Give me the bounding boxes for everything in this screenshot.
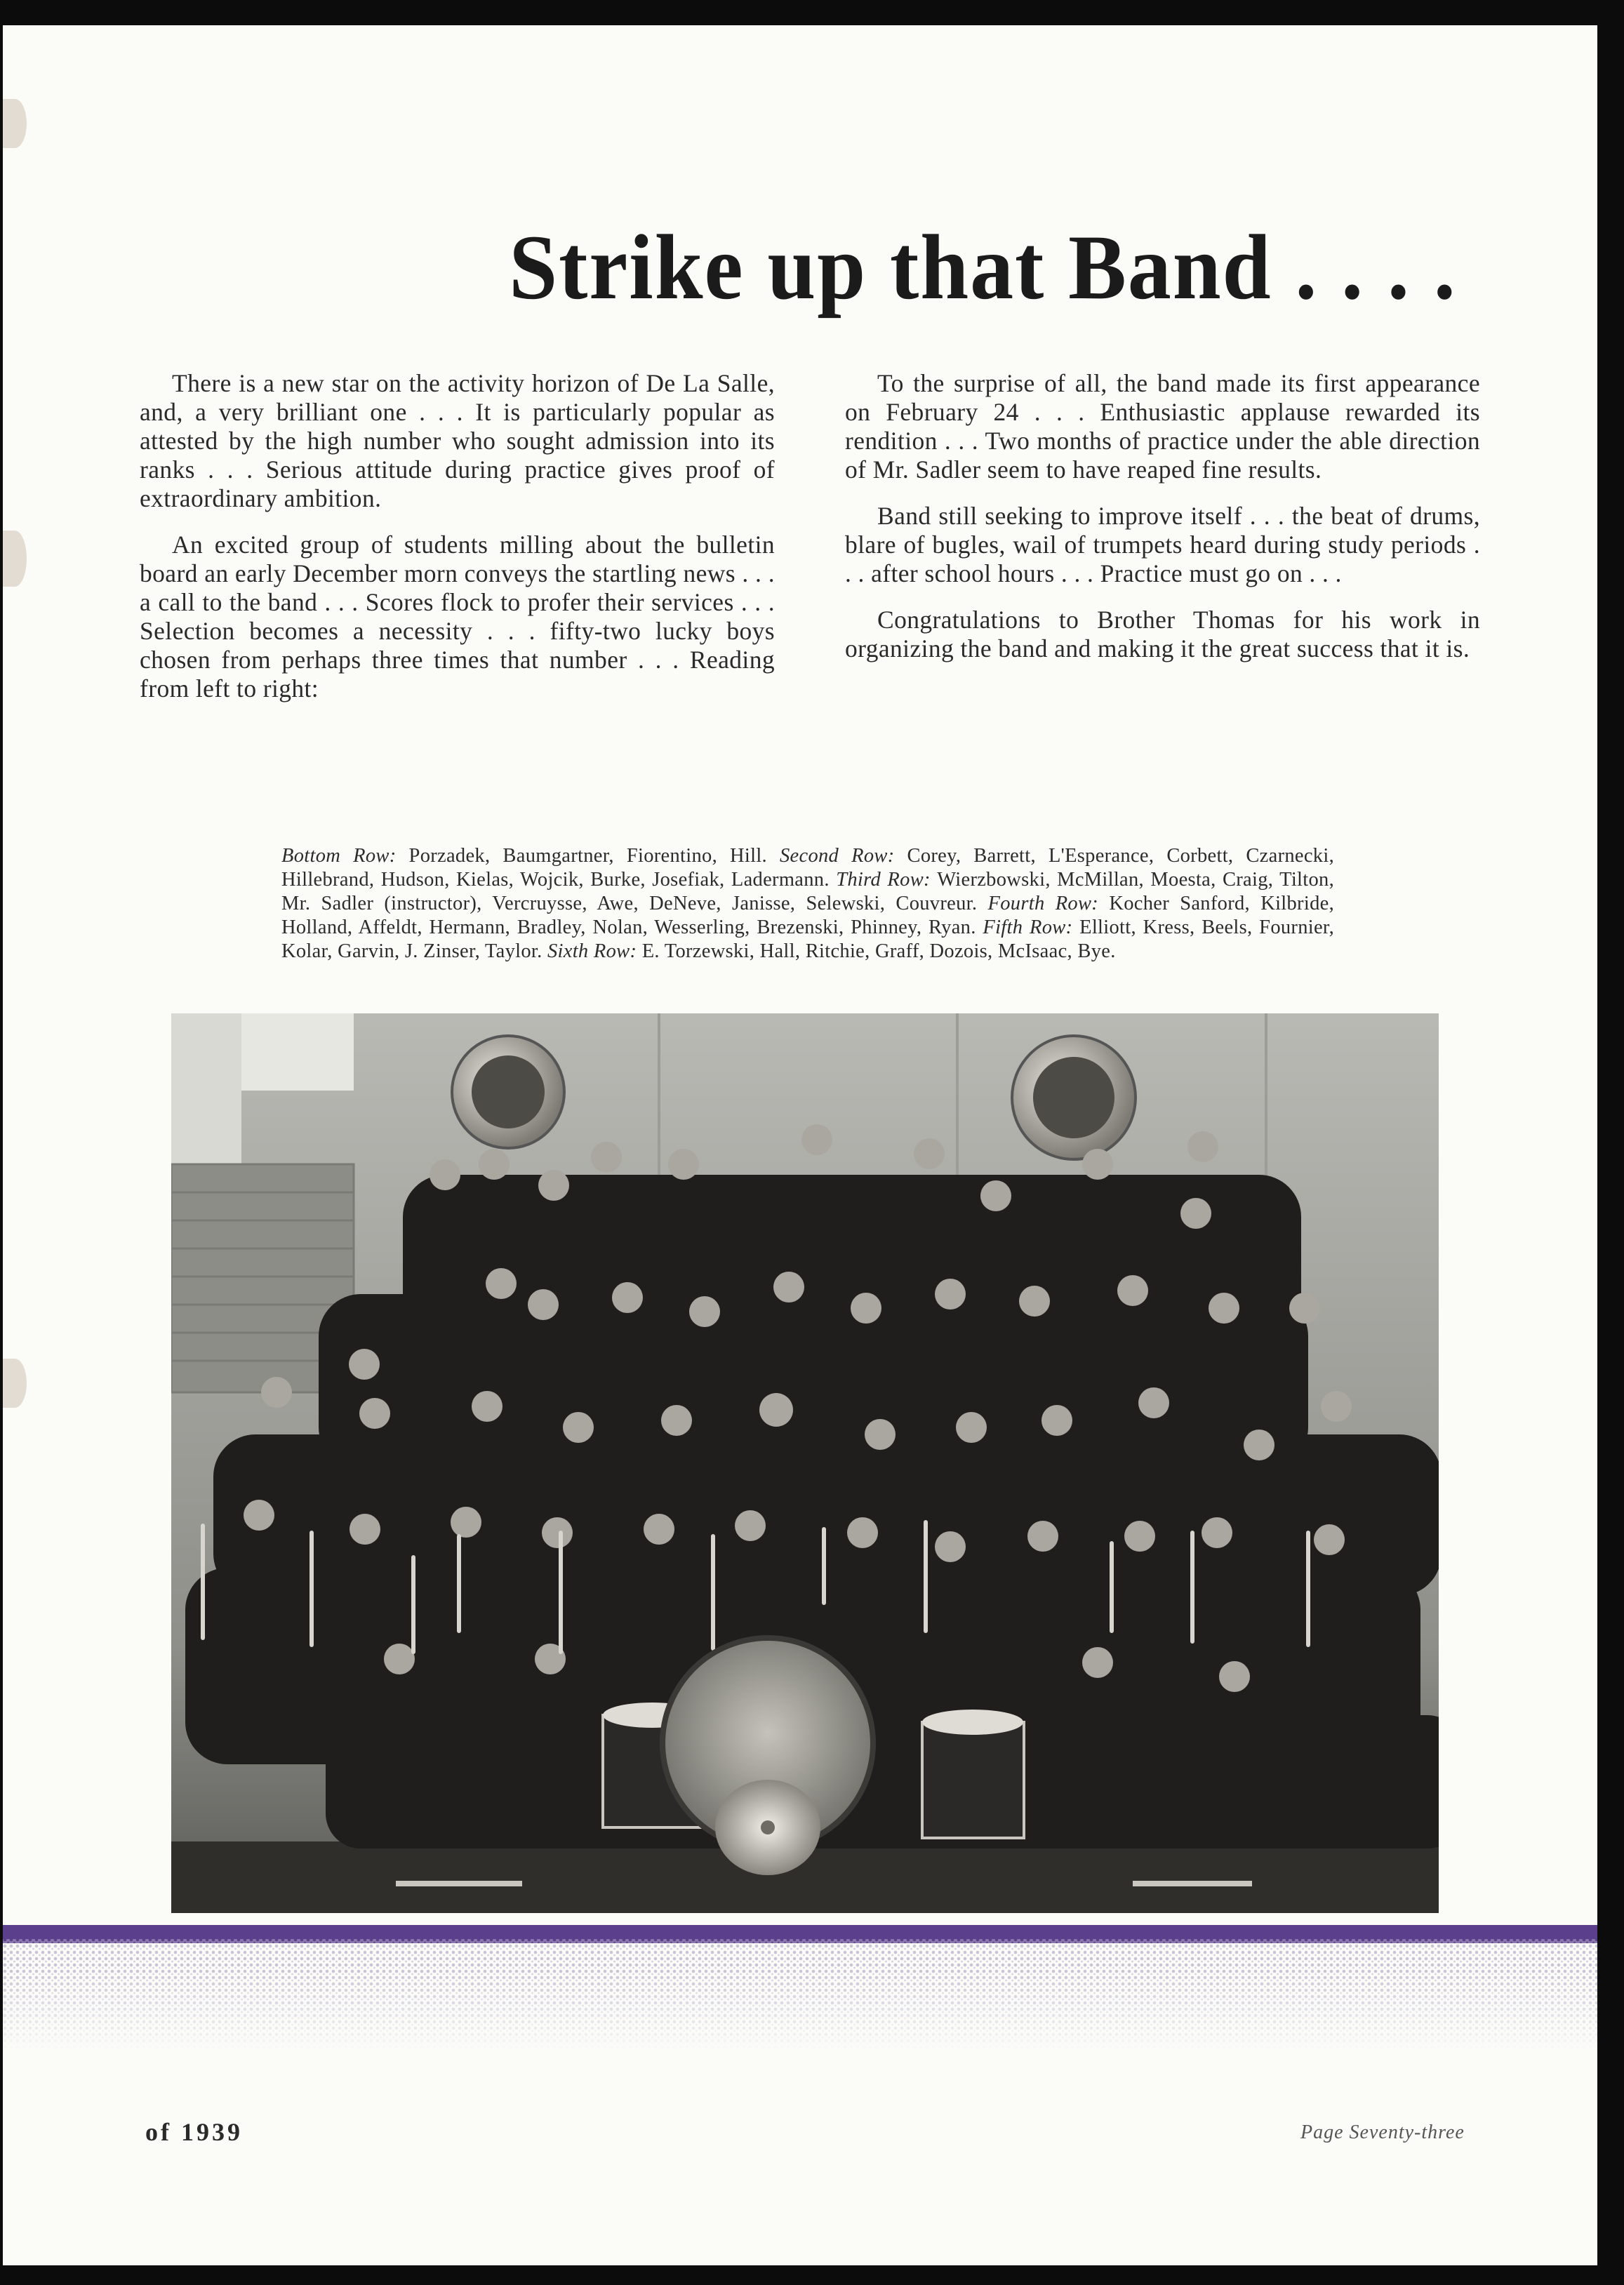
floor-marking xyxy=(1133,1881,1252,1886)
left-text-column xyxy=(140,369,775,721)
caption-row-label: Second Row: xyxy=(780,845,907,867)
paragraph: Congratulations to Brother Thomas for his work in organizing the band and making it the great success that it is. xyxy=(845,606,1480,662)
photo-caption xyxy=(281,844,1334,964)
caption-row-names: Kocher Sanford, Kilbride, Holland, Affeldt, Hermann, Bradley, Nolan, Wesserling, Brezenski, Phinney, Ryan. xyxy=(281,893,1334,938)
paragraph: Band still seeking to improve itself . . . the beat of drums, blare of bugles, wail of trumpets heard during study periods . . . after school hours . . . Practice must go on . . . xyxy=(845,502,1480,587)
snare-drum-right xyxy=(922,1710,1024,1838)
caption-row-names: Wierzbowski, McMillan, Moesta, Craig, Tilton, Mr. Sadler (instructor), Vercruysse, Awe, DeNeve, Janisse, Selewski, Couvreur. xyxy=(281,869,1334,914)
sousaphone-right xyxy=(1012,1036,1136,1159)
page-tear-mark xyxy=(3,531,27,587)
yearbook-page xyxy=(3,25,1597,2265)
caption-row-names: Porzadek, Baumgartner, Fiorentino, Hill. xyxy=(408,845,780,867)
floor-marking xyxy=(396,1881,522,1886)
caption-row-names: E. Torzewski, Hall, Ritchie, Graff, Dozois, McIsaac, Bye. xyxy=(641,940,1116,962)
right-text-column xyxy=(845,369,1480,681)
caption-row-names: Corey, Barrett, L'Esperance, Corbett, Czarnecki, Hillebrand, Hudson, Kielas, Wojcik, Burke, Josefiak, Ladermann. xyxy=(281,845,1334,891)
stipple-band-decoration xyxy=(3,1925,1597,2051)
page-tear-mark xyxy=(3,1359,27,1408)
sousaphone-left xyxy=(452,1036,564,1148)
caption-row-label: Bottom Row: xyxy=(281,845,409,867)
paragraph: To the surprise of all, the band made its first appearance on February 24 . . . Enthusiastic applause rewarded its rendition . . . Two months of practice under the able direction of Mr. Sadler seem to have reaped fine results. xyxy=(845,369,1480,484)
window-pane xyxy=(171,1013,241,1164)
caption-row-label: Fifth Row: xyxy=(983,917,1080,938)
caption-row-label: Third Row: xyxy=(836,869,938,891)
band-group-photo xyxy=(171,1013,1439,1913)
caption-row-label: Fourth Row: xyxy=(987,893,1110,914)
paragraph: An excited group of students milling about the bulletin board an early December morn conveys the startling news . . . a call to the band . . . Scores flock to profer their services . . . Selection becomes a necessity . . . fifty-two lucky boys chosen from perhaps three times that number . . . Reading from left to right: xyxy=(140,531,775,702)
window-pane xyxy=(241,1013,354,1091)
page-heading: Strike up that Band . . . . xyxy=(509,215,1457,319)
paragraph: There is a new star on the activity horizon of De La Salle, and, a very brilliant one . . . It is particularly popular as attested by the high number who sought admission into its ranks . . . Serious attitude during practice gives proof of extraordinary ambition. xyxy=(140,369,775,512)
page-tear-mark xyxy=(3,99,27,148)
caption-row-label: Sixth Row: xyxy=(547,940,642,962)
caption-row-names: Elliott, Kress, Beels, Fournier, Kolar, Garvin, J. Zinser, Taylor. xyxy=(281,917,1335,962)
cymbal xyxy=(715,1780,820,1875)
footer-year: of 1939 xyxy=(145,2118,243,2146)
page-number: Page Seventy-three xyxy=(1300,2121,1465,2143)
